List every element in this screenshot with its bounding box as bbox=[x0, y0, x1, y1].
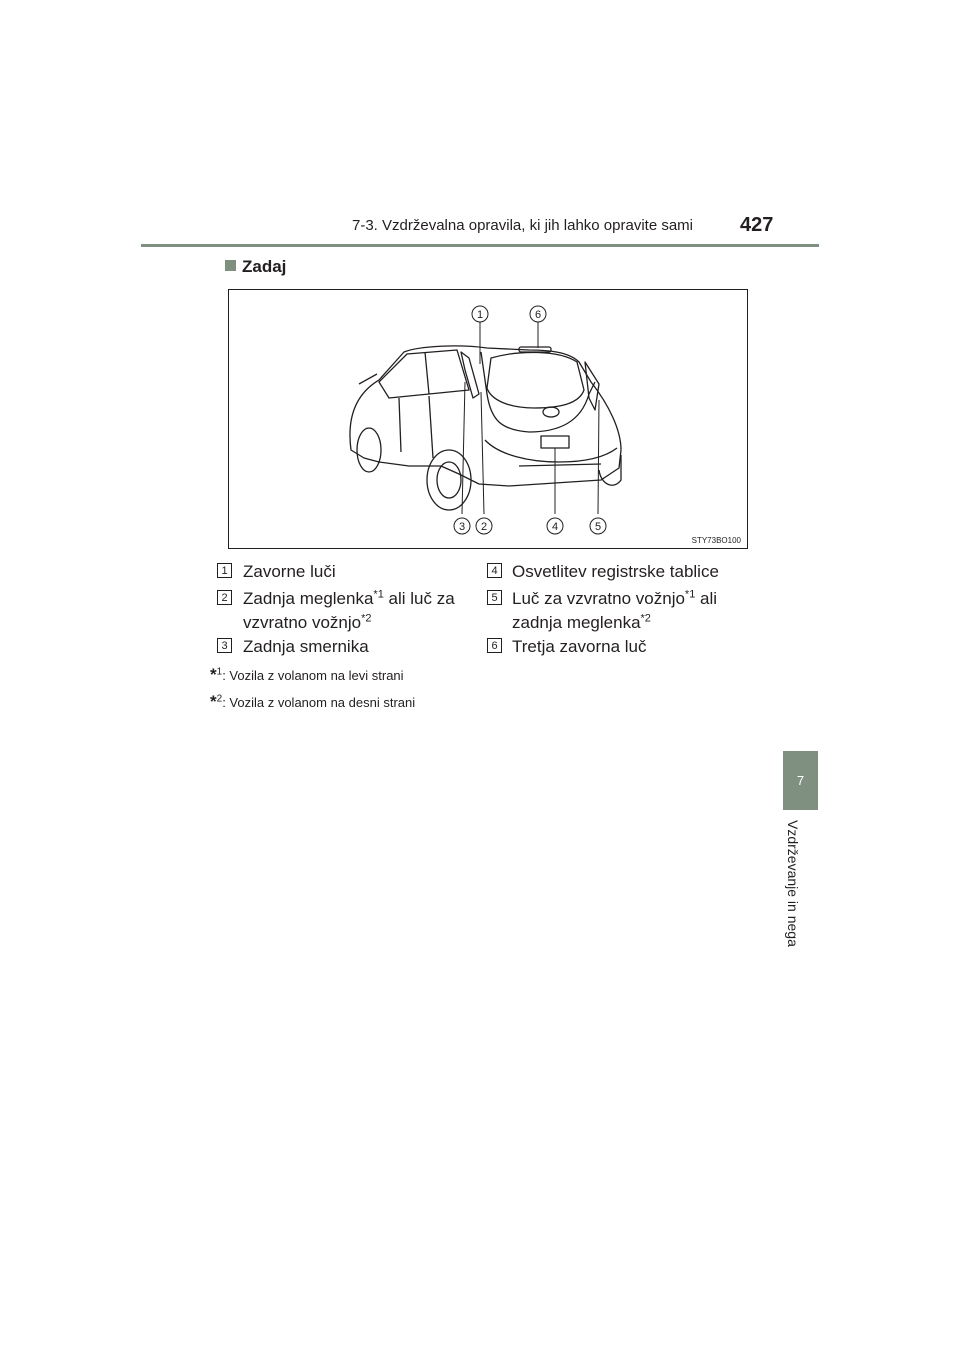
legend-number-1: 1 bbox=[217, 563, 232, 578]
chapter-tab: 7 bbox=[783, 751, 818, 810]
rear-bumper bbox=[485, 440, 617, 462]
callout-label-3: 3 bbox=[458, 521, 466, 533]
legend-text-1: Zavorne luči bbox=[243, 562, 336, 581]
callout-label-4: 4 bbox=[551, 521, 559, 533]
right-wheel bbox=[599, 455, 621, 485]
chapter-tab-label: Vzdrževanje in nega bbox=[785, 820, 801, 947]
page-number: 427 bbox=[740, 214, 774, 236]
car-rear-illustration bbox=[228, 289, 748, 549]
running-header-title: 7-3. Vzdrževalna opravila, ki jih lahko opravite sami bbox=[352, 217, 693, 234]
legend-text-3: Zadnja smernika bbox=[243, 637, 369, 656]
rear-emblem bbox=[543, 407, 559, 417]
leader-line-2 bbox=[481, 392, 484, 514]
section-title: Zadaj bbox=[242, 257, 287, 276]
legend-text-2: Zadnja meglenka$^{*1}$ ali luč za vzvratno vožnjo$^{*2}$ bbox=[243, 588, 455, 632]
footnote-1: *$^1$: Vozila z volanom na levi strani bbox=[210, 665, 404, 684]
right-tail-lamp bbox=[585, 362, 599, 410]
callout-label-6: 6 bbox=[534, 309, 542, 321]
legend-number-3: 3 bbox=[217, 638, 232, 653]
callout-label-5: 5 bbox=[594, 521, 602, 533]
rear-left-wheel bbox=[427, 450, 471, 510]
header-rule bbox=[141, 244, 819, 247]
footnote-2: *$^2$: Vozila z volanom na desni strani bbox=[210, 692, 416, 711]
leader-line-5 bbox=[598, 400, 599, 514]
callout-label-2: 2 bbox=[480, 521, 488, 533]
legend-number-5: 5 bbox=[487, 590, 502, 605]
rear-window bbox=[487, 352, 584, 408]
legend-number-4: 4 bbox=[487, 563, 502, 578]
legend-text-4: Osvetlitev registrske tablice bbox=[512, 562, 719, 581]
license-plate bbox=[541, 436, 569, 448]
section-heading bbox=[225, 257, 286, 277]
square-bullet-icon bbox=[225, 260, 236, 271]
leader-line-3 bbox=[462, 382, 465, 514]
legend-number-6: 6 bbox=[487, 638, 502, 653]
legend-number-2: 2 bbox=[217, 590, 232, 605]
front-wheel bbox=[357, 428, 381, 472]
figure-code: STY73BO100 bbox=[691, 536, 741, 545]
side-windows bbox=[379, 350, 469, 398]
legend-text-5: Luč za vzvratno vožnjo$^{*1}$ ali zadnja meglenka$^{*2}$ bbox=[512, 588, 718, 632]
legend-text-6: Tretja zavorna luč bbox=[512, 637, 647, 656]
car-rear-drawing bbox=[229, 290, 747, 548]
callout-label-1: 1 bbox=[476, 309, 484, 321]
